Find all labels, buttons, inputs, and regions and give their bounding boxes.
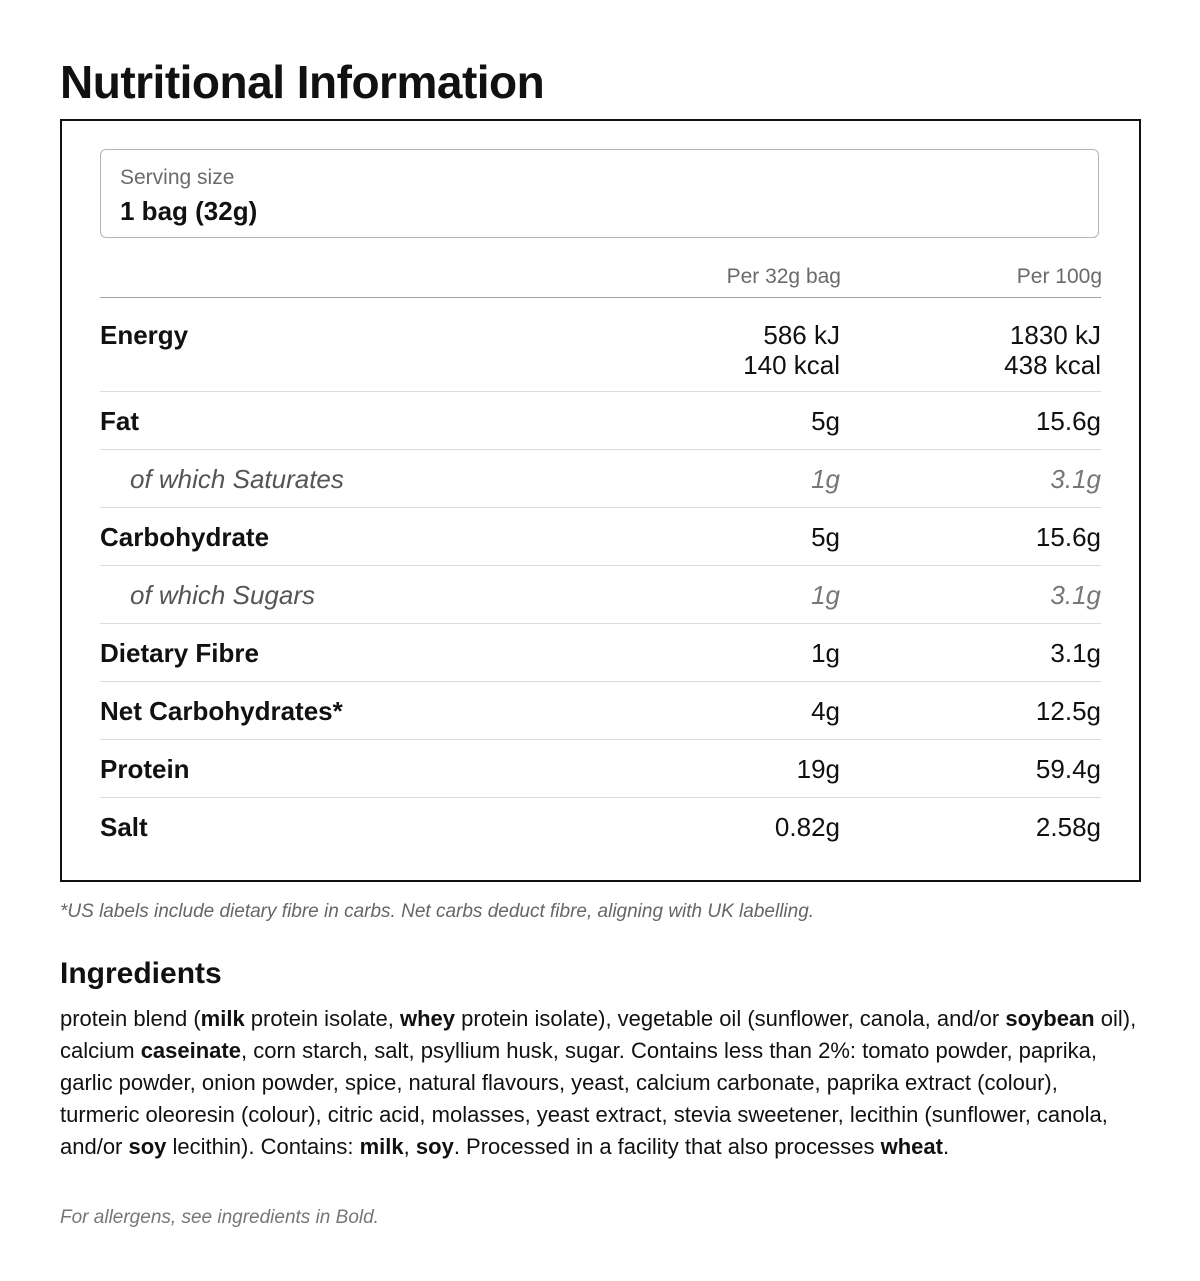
nutrient-value-per-100g: 2.58g	[1035, 812, 1101, 842]
nutrient-value-per-serving: 1g	[811, 464, 840, 494]
ingredients-text-segment: , corn starch, salt, psyllium husk, sugar. Contains less than 2%: tomato powder, paprika, garlic powder, onion powder, spice, natural flavours, yeast, calcium carbonate, paprika extract (colour), turmeric oleoresin (colour), citric acid, molasses, yeast extract, stevia sweetener, lecithin (sunflower, canola, and/or	[60, 1038, 1108, 1159]
net-carbs-footnote: *US labels include dietary fibre in carbs. Net carbs deduct fibre, aligning with UK labelling.	[60, 901, 815, 922]
ingredients-text-segment: . Processed in a facility that also processes	[453, 1134, 881, 1159]
nutrient-value-per-100g: 12.5g	[1035, 696, 1101, 726]
nutrient-row-salt	[100, 798, 1101, 855]
serving-size-label: Serving size	[120, 166, 235, 189]
nutrient-row-saturates	[100, 450, 1101, 508]
allergen-milk: milk	[200, 1006, 245, 1031]
nutrient-name: Energy	[100, 320, 189, 350]
nutrient-value-per-100g: 3.1g	[1050, 464, 1101, 494]
column-header-per-serving: Per 32g bag	[726, 265, 841, 288]
allergen-soybean: soybean	[1005, 1006, 1095, 1031]
nutrient-row-sugars	[100, 566, 1101, 624]
nutrient-name: Net Carbohydrates*	[100, 696, 343, 726]
nutrient-value-per-100g: 3.1g	[1050, 580, 1101, 610]
nutrient-row-energy	[100, 298, 1101, 392]
nutrient-name: Dietary Fibre	[100, 638, 259, 668]
ingredients-text-segment: protein blend (	[60, 1006, 201, 1031]
nutrient-value-per-100g	[1004, 320, 1101, 380]
nutrient-row-protein	[100, 740, 1101, 798]
page-title: Nutritional Information	[60, 56, 545, 108]
column-header-per-100g: Per 100g	[1016, 265, 1102, 288]
nutrient-value-per-serving: 1g	[811, 638, 840, 668]
nutrient-value-per-serving: 0.82g	[774, 812, 840, 842]
nutrient-row-net-carbohydrates	[100, 682, 1101, 740]
nutrient-value-per-serving	[743, 320, 840, 380]
allergen-wheat: wheat	[880, 1134, 943, 1159]
ingredients-text-segment: protein isolate,	[244, 1006, 400, 1031]
nutrient-row-dietary-fibre	[100, 624, 1101, 682]
nutrient-row-fat	[100, 392, 1101, 450]
nutrient-rows	[100, 298, 1101, 855]
allergen-whey: whey	[400, 1006, 456, 1031]
nutrient-name: Protein	[100, 754, 190, 784]
ingredients-text-segment: lecithin). Contains:	[166, 1134, 360, 1159]
nutrient-value-per-100g: 59.4g	[1035, 754, 1101, 784]
energy-kcal-per-100g: 438 kcal	[1004, 350, 1101, 380]
nutrient-value-per-100g: 3.1g	[1050, 638, 1101, 668]
energy-kj-per-100g: 1830 kJ	[1009, 320, 1101, 350]
energy-kj-per-serving: 586 kJ	[763, 320, 840, 350]
ingredients-heading: Ingredients	[60, 957, 222, 990]
nutrient-value-per-serving: 1g	[811, 580, 840, 610]
nutrient-value-per-serving: 5g	[811, 406, 840, 436]
ingredients-text	[60, 1003, 1140, 1163]
nutrient-value-per-serving: 5g	[811, 522, 840, 552]
ingredients-text-segment: ,	[403, 1134, 416, 1159]
allergen-soy: soy	[415, 1134, 454, 1159]
nutrient-value-per-100g: 15.6g	[1035, 522, 1101, 552]
energy-kcal-per-serving: 140 kcal	[743, 350, 840, 380]
allergen-caseinate: caseinate	[140, 1038, 241, 1063]
serving-size-value: 1 bag (32g)	[120, 196, 258, 226]
nutrient-name: Salt	[100, 812, 148, 842]
nutrition-table	[60, 119, 1141, 882]
nutrient-name: Fat	[100, 406, 139, 436]
ingredients-text-segment: oil), calcium	[60, 1006, 1137, 1063]
serving-size-box	[100, 149, 1099, 238]
allergen-soy: soy	[128, 1134, 167, 1159]
nutrient-value-per-100g: 15.6g	[1035, 406, 1101, 436]
nutrient-name: of which Sugars	[130, 580, 315, 610]
nutrient-name: Carbohydrate	[100, 522, 270, 552]
allergen-note: For allergens, see ingredients in Bold.	[60, 1207, 379, 1228]
allergen-milk: milk	[359, 1134, 404, 1159]
nutrient-value-per-serving: 19g	[796, 754, 840, 784]
ingredients-text-segment: .	[942, 1134, 950, 1159]
nutrient-value-per-serving: 4g	[811, 696, 840, 726]
nutrient-name: of which Saturates	[130, 464, 344, 494]
ingredients-text-segment: protein isolate), vegetable oil (sunflower, canola, and/or	[455, 1006, 1006, 1031]
nutrient-row-carbohydrate	[100, 508, 1101, 566]
